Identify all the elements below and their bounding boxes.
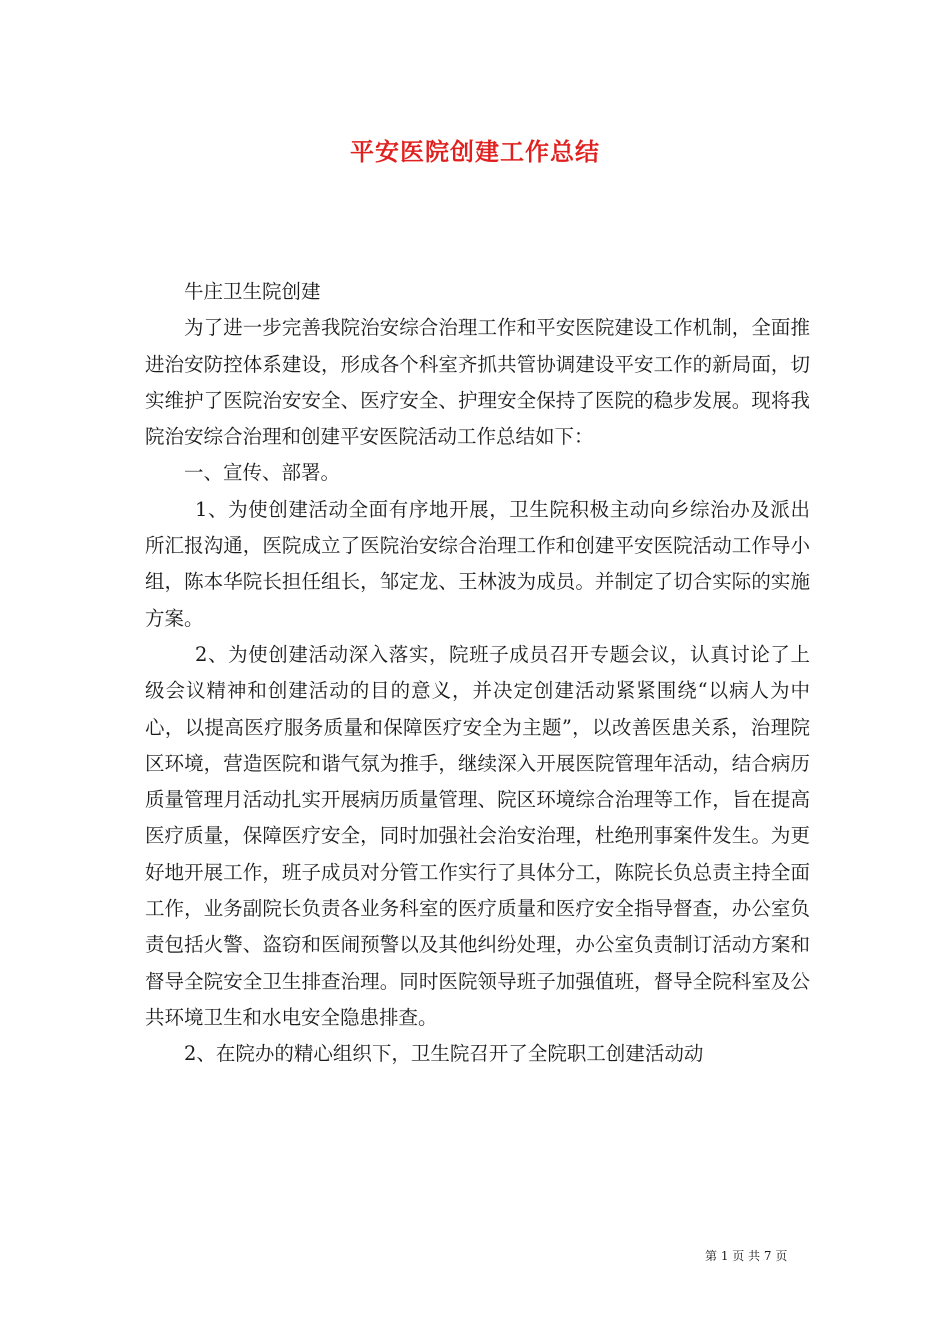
paragraph-intro: 为了进一步完善我院治安综合治理工作和平安医院建设工作机制，全面推进治安防控体系建设，形成各个科室齐抓共管协调建设平安工作的新局面，切实维护了医院治安安全、医疗安全、护理安全保持了医院的稳步发展。现将我院治安综合治理和创建平安医院活动工作总结如下： <box>145 316 810 449</box>
document-body <box>145 274 810 1073</box>
paragraph-author: 牛庄卫生院创建 <box>184 280 321 303</box>
page-footer: 第 1 页 共 7 页 <box>705 1249 788 1263</box>
document-title: 平安医院创建工作总结 <box>350 137 600 166</box>
paragraph-item-1: 1、为使创建活动全面有序地开展，卫生院积极主动向乡综治办及派出所汇报沟通，医院成立了医院治安综合治理工作和创建平安医院活动工作导小组，陈本华院长担任组长，邹定龙、王林波为成员。并制定了切合实际的实施方案。 <box>145 497 810 630</box>
section-heading-publicity: 一、宣传、部署。 <box>184 461 341 485</box>
paragraph-item-2b: 2、在院办的精心组织下，卫生院召开了全院职工创建活动动 <box>184 1042 704 1066</box>
paragraph-item-2: 2、为使创建活动深入落实，院班子成员召开专题会议，认真讨论了上级会议精神和创建活动的目的意义，并决定创建活动紧紧围绕“以病人为中心，以提高医疗服务质量和保障医疗安全为主题”，以改善医患关系，治理院区环境，营造医院和谐气氛为推手，继续深入开展医院管理年活动，结合病历质量管理月活动扎实开展病历质量管理、院区环境综合治理等工作，旨在提高医疗质量，保障医疗安全，同时加强社会治安治理，杜绝刑事案件发生。为更好地开展工作，班子成员对分管工作实行了具体分工，陈院长负总责主持全面工作，业务副院长负责各业务科室的医疗质量和医疗安全指导督查，办公室负责包括火警、盗窃和医闹预警以及其他纠纷处理，办公室负责制订活动方案和督导全院安全卫生排查治理。同时医院领导班子加强值班，督导全院科室及公共环境卫生和水电安全隐患排查。 <box>145 642 810 1029</box>
